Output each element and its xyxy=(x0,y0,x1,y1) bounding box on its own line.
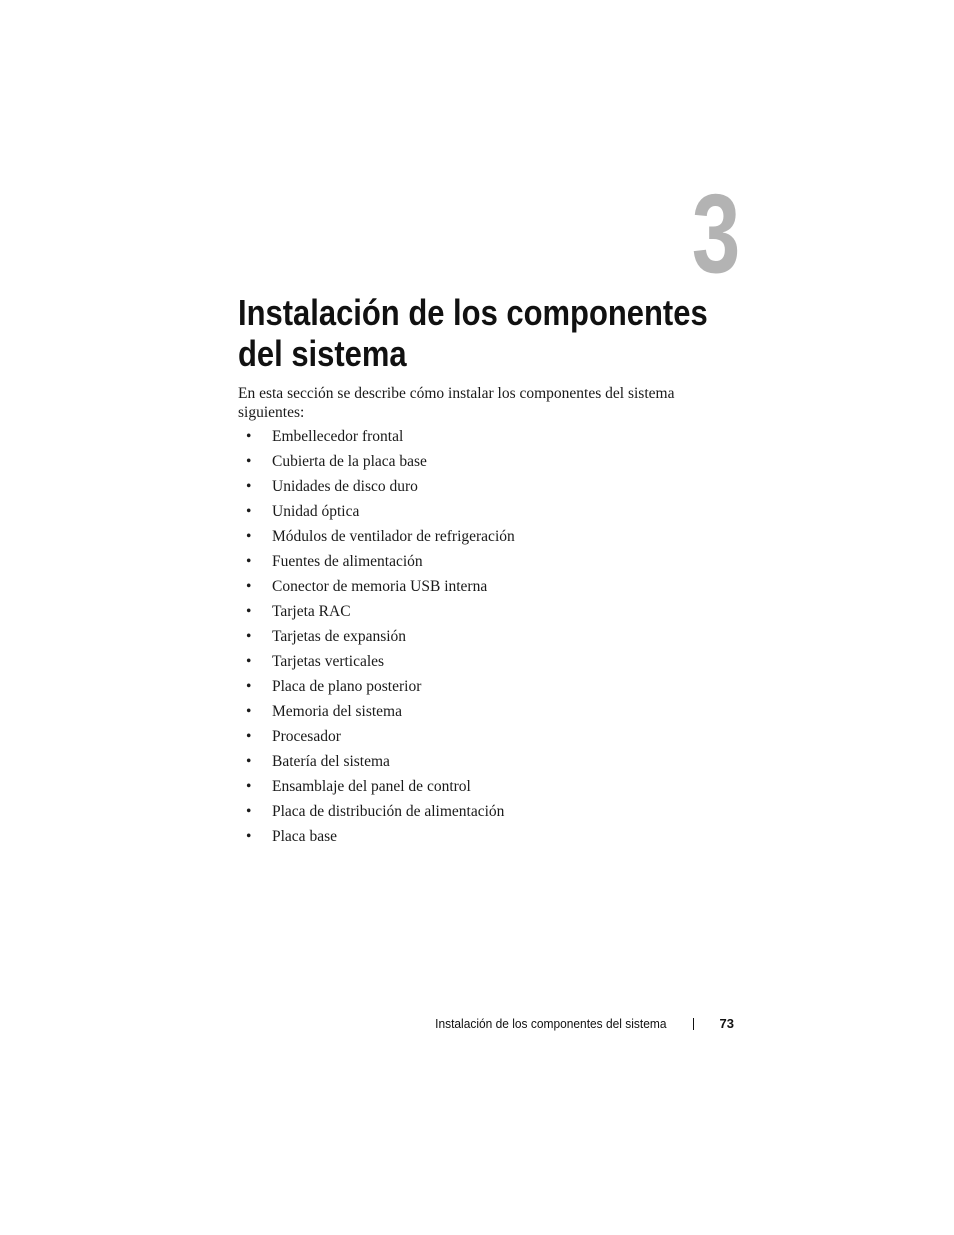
list-item-text: Conector de memoria USB interna xyxy=(272,578,488,595)
chapter-title-line-2: del sistema xyxy=(238,333,407,374)
chapter-title xyxy=(238,292,708,374)
list-item-text: Módulos de ventilador de refrigeración xyxy=(272,528,515,545)
list-item xyxy=(238,777,515,802)
bullet: • xyxy=(246,753,252,770)
bullet: • xyxy=(246,778,252,795)
list-item-text: Cubierta de la placa base xyxy=(272,453,427,470)
list-item-text: Tarjeta RAC xyxy=(272,603,351,620)
list-item-text: Embellecedor frontal xyxy=(272,428,404,445)
list-item-text: Batería del sistema xyxy=(272,753,390,770)
list-item xyxy=(238,752,515,777)
bullet: • xyxy=(246,828,252,845)
bullet: • xyxy=(246,603,252,620)
list-item-text: Tarjetas verticales xyxy=(272,653,385,670)
bullet: • xyxy=(246,478,252,495)
list-item-text: Unidades de disco duro xyxy=(272,478,418,495)
footer-separator xyxy=(693,1018,694,1030)
list-item xyxy=(238,602,515,627)
list-item xyxy=(238,702,515,727)
list-item-text: Ensamblaje del panel de control xyxy=(272,778,471,795)
chapter-title-line-1: Instalación de los componentes xyxy=(238,292,708,333)
page-number: 73 xyxy=(719,1016,734,1031)
bullet: • xyxy=(246,678,252,695)
bullet: • xyxy=(246,428,252,445)
list-item xyxy=(238,677,515,702)
list-item xyxy=(238,652,515,677)
list-item-text: Placa base xyxy=(272,828,337,845)
list-item-text: Procesador xyxy=(272,728,341,745)
intro-paragraph: En esta sección se describe cómo instalar los componentes del sistema siguientes: xyxy=(238,385,675,421)
bullet: • xyxy=(246,503,252,520)
page-footer xyxy=(415,1014,734,1034)
footer-title: Instalación de los componentes del sistema xyxy=(435,1016,667,1031)
bullet: • xyxy=(246,578,252,595)
bullet: • xyxy=(246,728,252,745)
list-item xyxy=(238,452,515,477)
list-item-text: Placa de plano posterior xyxy=(272,678,422,695)
list-item xyxy=(238,527,515,552)
bullet: • xyxy=(246,653,252,670)
list-item-text: Fuentes de alimentación xyxy=(272,553,423,570)
list-item xyxy=(238,427,515,452)
bullet: • xyxy=(246,553,252,570)
bullet: • xyxy=(246,453,252,470)
list-item xyxy=(238,577,515,602)
bullet: • xyxy=(246,628,252,645)
chapter-number: 3 xyxy=(691,171,740,296)
list-item-text: Tarjetas de expansión xyxy=(272,628,407,645)
component-list xyxy=(238,427,515,852)
list-item xyxy=(238,627,515,652)
list-item-text: Placa de distribución de alimentación xyxy=(272,803,505,820)
list-item-text: Memoria del sistema xyxy=(272,703,402,720)
bullet: • xyxy=(246,703,252,720)
list-item xyxy=(238,802,515,827)
list-item xyxy=(238,552,515,577)
list-item-text: Unidad óptica xyxy=(272,503,360,520)
list-item xyxy=(238,477,515,502)
list-item xyxy=(238,502,515,527)
list-item xyxy=(238,727,515,752)
bullet: • xyxy=(246,528,252,545)
bullet: • xyxy=(246,803,252,820)
list-item xyxy=(238,827,515,852)
